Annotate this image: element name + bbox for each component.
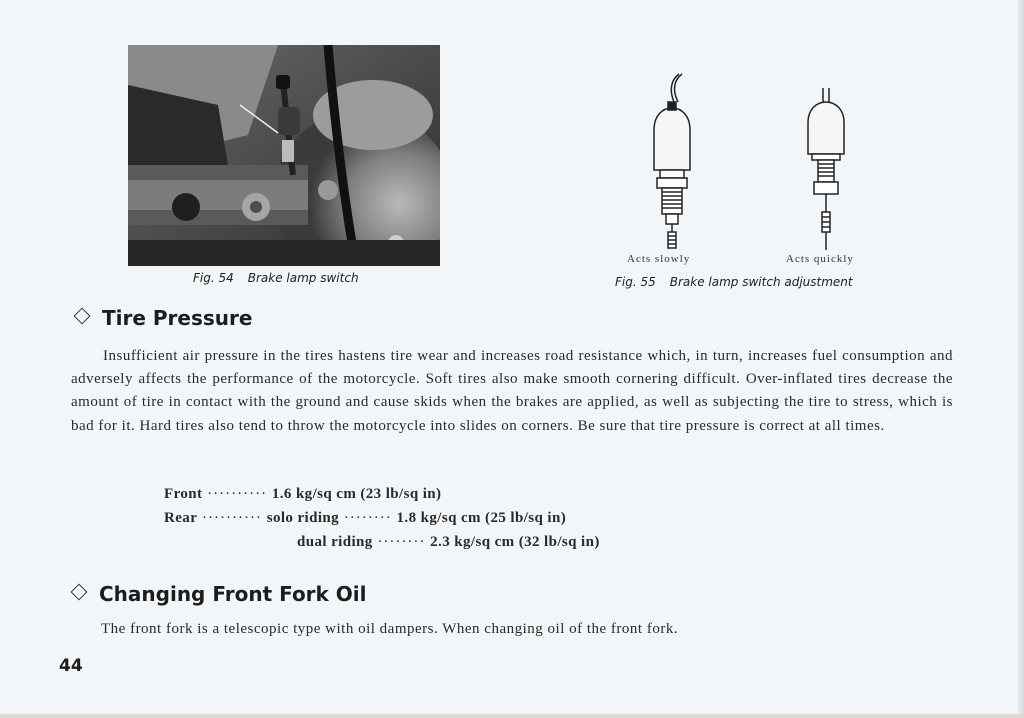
fig54-number: Fig. 54 [193, 271, 234, 285]
page-bottom-edge [0, 714, 1024, 718]
switch-quick-drawing [808, 88, 844, 250]
label-acts-slowly: Acts slowly [627, 253, 691, 265]
brake-lamp-switch-diagram [600, 72, 900, 272]
spec-dual-label: dual riding [297, 534, 373, 550]
diamond-bullet-icon [71, 584, 88, 601]
spec-front-value: 1.6 kg/sq cm (23 lb/sq in) [271, 486, 442, 502]
brake-lamp-switch-photo [128, 45, 440, 266]
page-edge [1018, 0, 1024, 718]
spec-front-label: Front [164, 486, 203, 502]
tire-pressure-heading [76, 306, 252, 330]
label-acts-quickly: Acts quickly [786, 253, 854, 265]
fig55-number: Fig. 55 [615, 275, 656, 289]
fig54-title: Brake lamp switch [247, 271, 359, 285]
tire-pressure-paragraph [71, 345, 953, 438]
spec-front: Front ·········· 1.6 kg/sq cm (23 lb/sq in) [164, 486, 442, 502]
spec-rear-label: Rear [164, 510, 198, 526]
spec-rear-solo: Rear ·········· solo riding ········ 1.8 kg/sq cm (25 lb/sq in) [164, 510, 567, 526]
tire-pressure-title: Tire Pressure [102, 306, 253, 330]
fig55-title: Brake lamp switch adjustment [669, 275, 853, 289]
spec-dual-value: 2.3 kg/sq cm (32 lb/sq in) [430, 534, 600, 550]
fig54-caption [193, 271, 359, 285]
fig55-caption [615, 275, 853, 289]
fork-oil-title: Changing Front Fork Oil [99, 582, 367, 606]
diamond-bullet-icon [74, 308, 91, 325]
fork-oil-text: The front fork is a telescopic type with oil dampers. When changing oil of the front fork. [101, 621, 679, 637]
fork-oil-heading [73, 582, 367, 606]
page-number: 44 [59, 656, 83, 676]
switch-slow-drawing [654, 74, 690, 248]
spec-solo-value: 1.8 kg/sq cm (25 lb/sq in) [396, 510, 567, 526]
spec-solo-label: solo riding [266, 510, 340, 526]
spec-rear-dual: dual riding ········ 2.3 kg/sq cm (32 lb/sq in) [297, 534, 600, 550]
tire-pressure-text: Insufficient air pressure in the tires hastens tire wear and increases road resistance which, in turn, increases fuel consumption and adversely affects the performance of the motorcycle. Soft tires also make smooth cornering difficult. Over-inflated tires decrease the amount of tire in contact with the ground and cause skids when the brakes are applied, as well as subjecting the tire to stress, which is bad for it. Hard tires also tend to throw the motorcycle into slides on corners. Be sure that tire pressure is correct at all times. [71, 348, 953, 434]
